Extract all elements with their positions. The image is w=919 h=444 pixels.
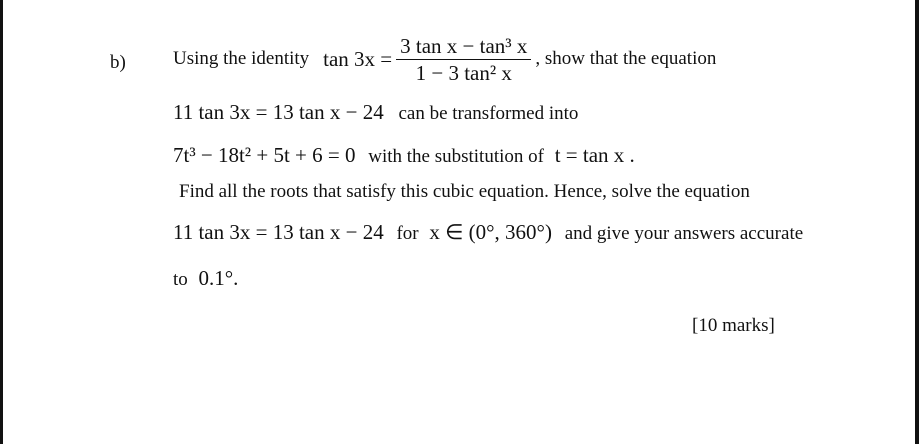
left-border (0, 0, 3, 444)
substitution-expression: t = tan x . (554, 143, 635, 167)
right-border (915, 0, 919, 444)
equation-2: 11 tan 3x = 13 tan x − 24 (173, 220, 384, 244)
substitution-text: with the substitution of (368, 146, 544, 167)
fraction-numerator: 3 tan x − tan³ x (396, 33, 531, 60)
cubic-equation: 7t³ − 18t² + 5t + 6 = 0 (173, 143, 356, 167)
question-line-1 (173, 28, 716, 90)
find-roots-text: Find all the roots that satisfy this cubic equation. Hence, solve the equation (179, 181, 750, 202)
accuracy-text: and give your answers accurate (564, 223, 804, 244)
domain-expression: x ∈ (0°, 360°) (429, 220, 552, 244)
for-text: for (396, 223, 419, 244)
question-line-3 (173, 143, 635, 168)
identity-lhs: tan 3x = (323, 46, 393, 71)
question-line-5 (173, 220, 803, 245)
part-label (110, 52, 126, 74)
part-label-text: b) (110, 52, 126, 73)
intro-text: Using the identity (173, 48, 310, 69)
marks-text: [10 marks] (692, 315, 775, 336)
equation-1: 11 tan 3x = 13 tan x − 24 (173, 100, 384, 124)
question-line-4 (179, 181, 750, 203)
to-text: to (173, 269, 188, 290)
marks-label (692, 315, 775, 337)
question-line-6 (173, 266, 238, 291)
show-that-text: , show that the equation (535, 48, 717, 69)
transform-text: can be transformed into (398, 103, 579, 124)
fraction-denominator: 1 − 3 tan² x (415, 60, 512, 85)
accuracy-value: 0.1°. (198, 266, 239, 290)
identity-fraction (396, 33, 531, 86)
question-line-2 (173, 100, 578, 125)
